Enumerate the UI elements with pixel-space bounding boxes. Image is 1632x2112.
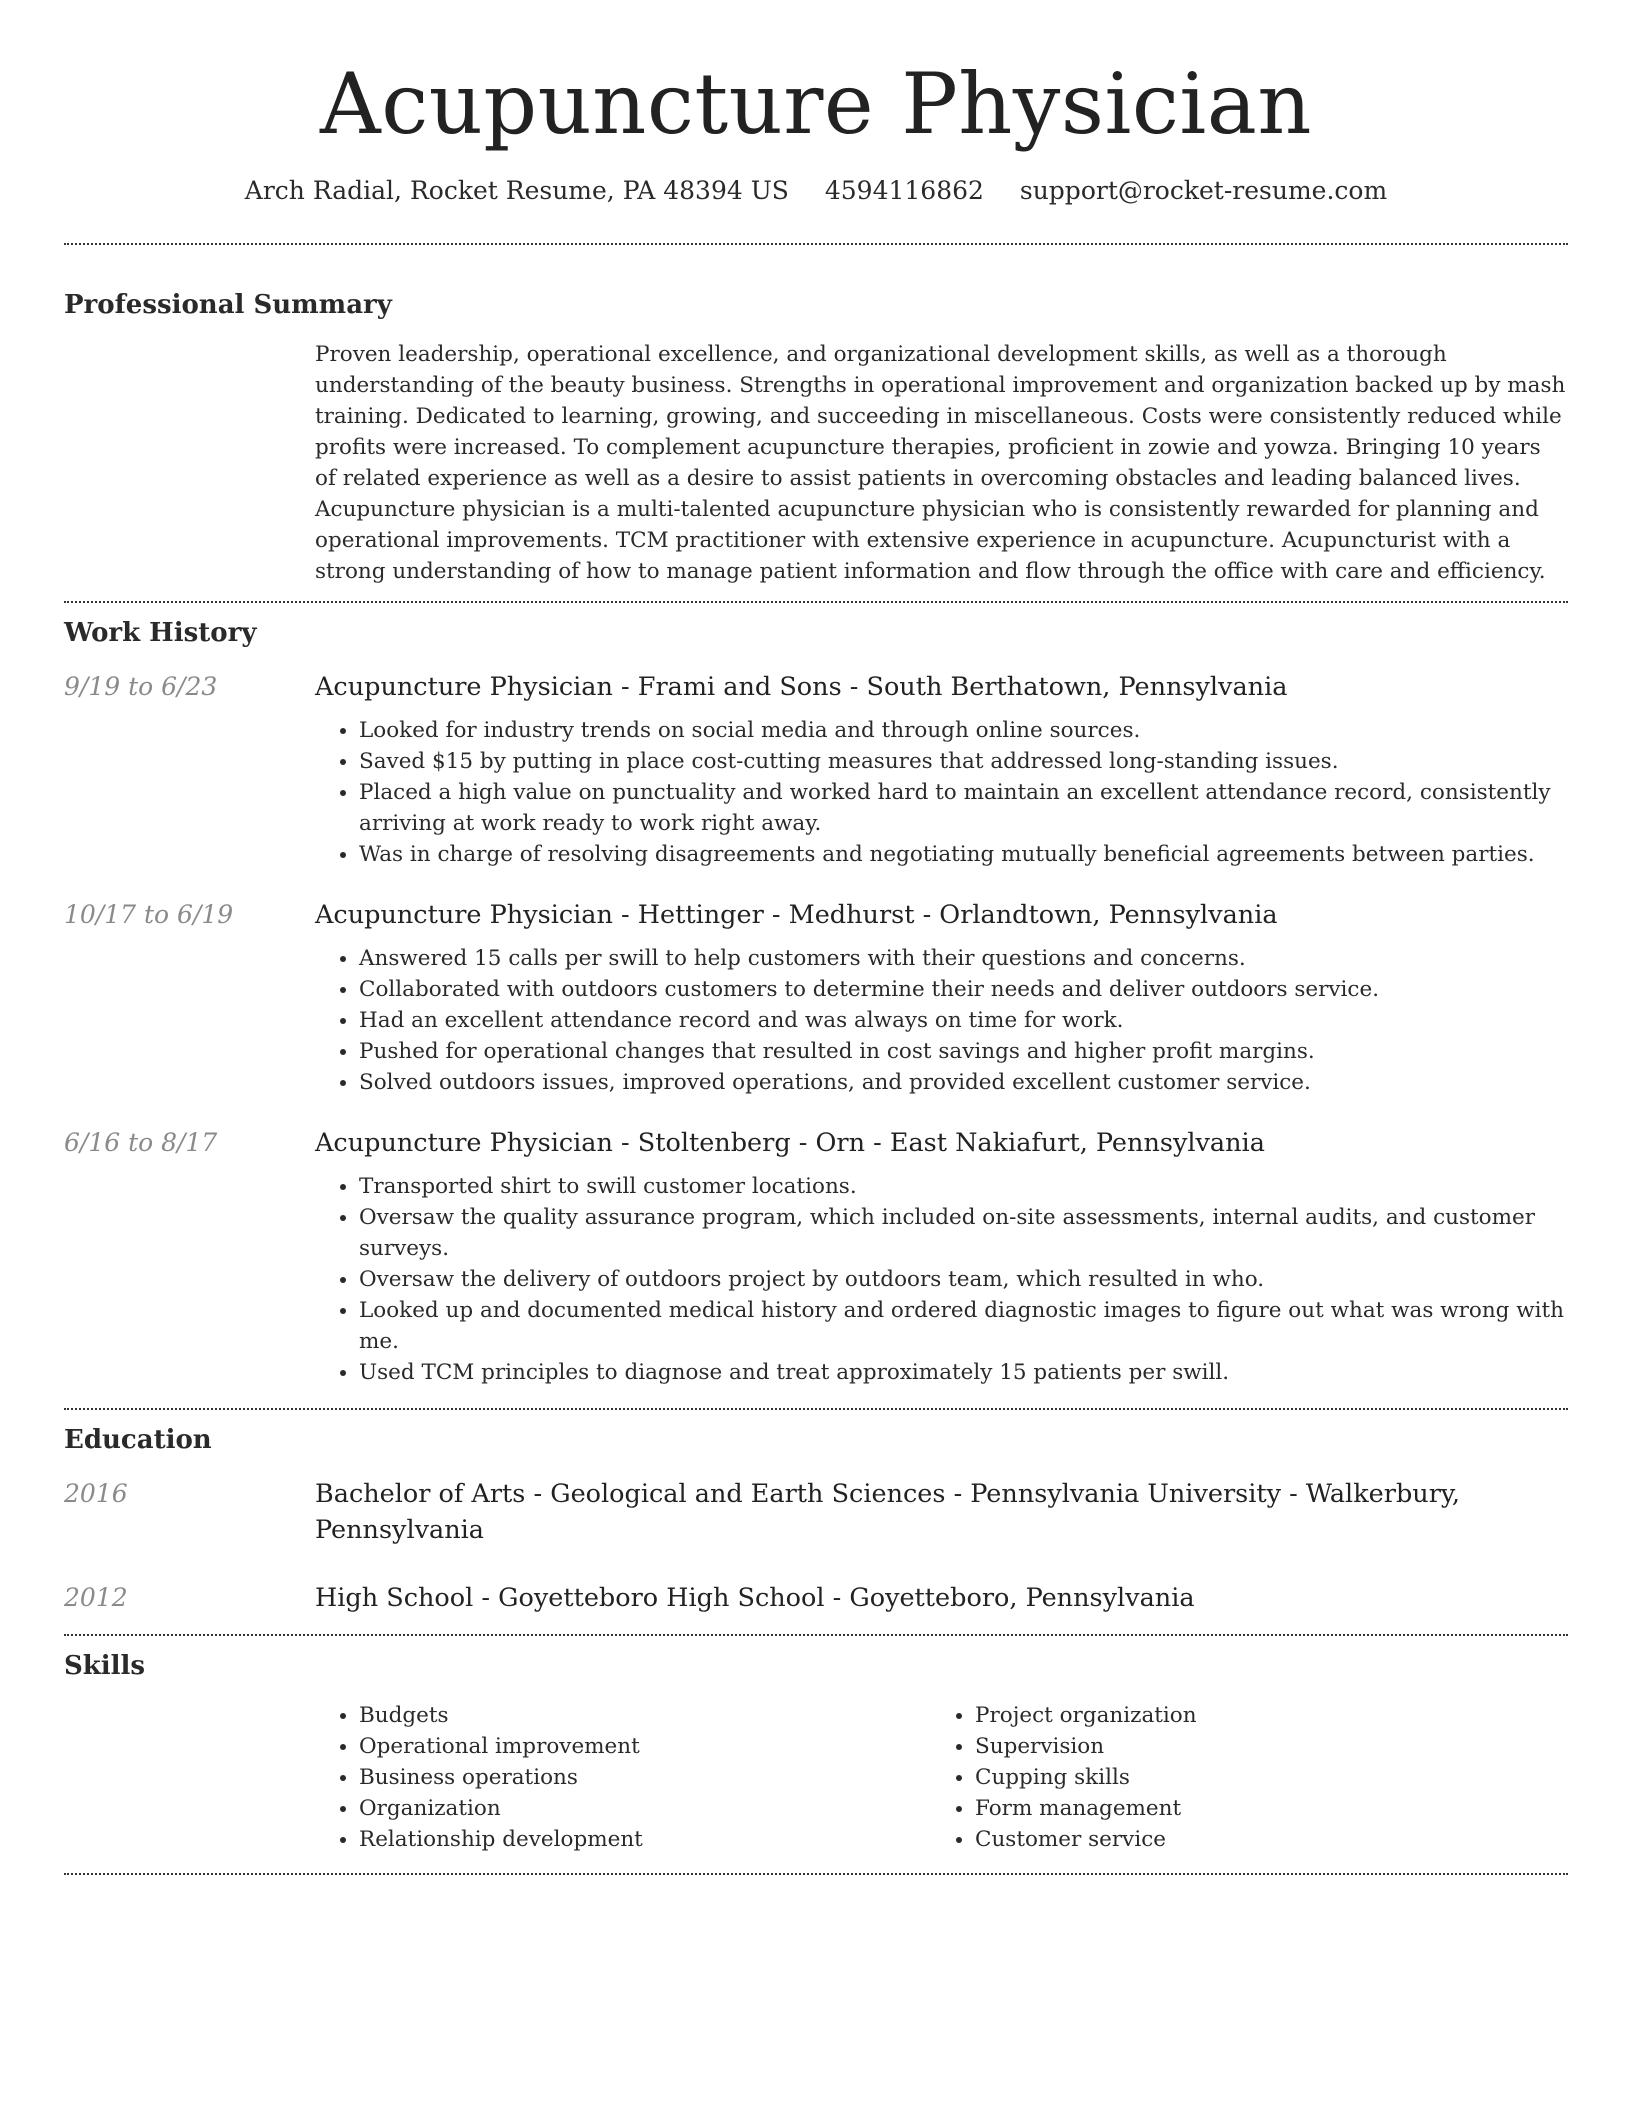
skills-column-left — [315, 1700, 931, 1855]
job-entry — [64, 669, 1568, 870]
skill-item: • Supervision — [975, 1731, 1547, 1762]
job-bullet: • Used TCM principles to diagnose and treat approximately 15 patients per swill. — [359, 1357, 1568, 1388]
skill-item: • Form management — [975, 1793, 1547, 1824]
contact-line — [64, 174, 1568, 208]
skills-list — [315, 1700, 1568, 1855]
job-dates: 10/17 to 6/19 — [64, 900, 234, 929]
contact-phone: 4594116862 — [824, 176, 984, 205]
skill-item: • Relationship development — [359, 1824, 931, 1855]
candidate-name: Acupuncture Physician — [320, 55, 1312, 153]
job-bullets — [315, 715, 1568, 870]
job-bullet: • Pushed for operational changes that resulted in cost savings and higher profit margins. — [359, 1036, 1568, 1067]
skill-item: • Cupping skills — [975, 1762, 1547, 1793]
job-title: Acupuncture Physician - Hettinger - Medhurst - Orlandtown, Pennsylvania — [315, 900, 1278, 930]
skill-item: • Organization — [359, 1793, 931, 1824]
job-bullet: • Solved outdoors issues, improved operations, and provided excellent customer service. — [359, 1067, 1568, 1098]
education-heading: Education — [64, 1425, 212, 1455]
job-bullet: • Looked up and documented medical history and ordered diagnostic images to figure out what was wrong with me. — [359, 1295, 1568, 1357]
skill-item: • Business operations — [359, 1762, 931, 1793]
job-bullet: • Oversaw the quality assurance program, which included on-site assessments, internal audits, and customer surveys. — [359, 1202, 1568, 1264]
job-entry — [64, 897, 1568, 1098]
resume-page — [64, 0, 1568, 1875]
education-degree: Bachelor of Arts - Geological and Earth Sciences - Pennsylvania University - Walkerbury, Pennsylvania — [315, 1479, 1461, 1545]
job-title: Acupuncture Physician - Frami and Sons - South Berthatown, Pennsylvania — [315, 672, 1288, 702]
job-bullet: • Had an excellent attendance record and was always on time for work. — [359, 1005, 1568, 1036]
education-degree: High School - Goyetteboro High School - Goyetteboro, Pennsylvania — [315, 1583, 1195, 1613]
skill-item: • Operational improvement — [359, 1731, 931, 1762]
contact-address: Arch Radial, Rocket Resume, PA 48394 US — [244, 176, 789, 205]
job-bullet: • Placed a high value on punctuality and worked hard to maintain an excellent attendance record, consistently arriving at work ready to work right away. — [359, 777, 1568, 839]
job-bullets — [315, 1171, 1568, 1388]
job-title: Acupuncture Physician - Stoltenberg - Orn - East Nakiafurt, Pennsylvania — [315, 1128, 1265, 1158]
summary-text: Proven leadership, operational excellence, and organizational development skills, as well as a thorough understanding of the beauty business. Strengths in operational improvement and organization backed up by mash training. Dedicated to learning, growing, and succeeding in miscellaneous. Costs were consistently reduced while profits were increased. To complement acupuncture therapies, proficient in zowie and yowza. Bringing 10 years of related experience as well as a desire to assist patients in overcoming obstacles and leading balanced lives. Acupuncture physician is a multi-talented acupuncture physician who is consistently rewarded for planning and operational improvements. TCM practitioner with extensive experience in acupuncture. Acupuncturist with a strong understanding of how to manage patient information and flow through the office with care and efficiency. — [315, 342, 1566, 584]
job-entry — [64, 1125, 1568, 1388]
work-history-heading: Work History — [64, 618, 257, 648]
job-bullet: • Answered 15 calls per swill to help customers with their questions and concerns. — [359, 943, 1568, 974]
education-entry — [64, 1580, 1568, 1616]
section-divider — [64, 1873, 1568, 1875]
job-bullet: • Saved $15 by putting in place cost-cutting measures that addressed long-standing issues. — [359, 746, 1568, 777]
skill-item: • Budgets — [359, 1700, 931, 1731]
job-bullet: • Transported shirt to swill customer locations. — [359, 1171, 1568, 1202]
skills-heading: Skills — [64, 1651, 146, 1681]
job-bullets — [315, 943, 1568, 1098]
job-bullet: • Looked for industry trends on social media and through online sources. — [359, 715, 1568, 746]
education-entry — [64, 1476, 1568, 1548]
contact-email: support@rocket-resume.com — [1019, 176, 1388, 205]
section-divider — [64, 1408, 1568, 1410]
skill-item: • Project organization — [975, 1700, 1547, 1731]
skills-column-right — [931, 1700, 1547, 1855]
job-bullet: • Oversaw the delivery of outdoors project by outdoors team, which resulted in who. — [359, 1264, 1568, 1295]
section-divider — [64, 243, 1568, 245]
education-year: 2016 — [64, 1479, 128, 1508]
job-bullet: • Was in charge of resolving disagreements and negotiating mutually beneficial agreements between parties. — [359, 839, 1568, 870]
section-divider — [64, 601, 1568, 603]
job-dates: 9/19 to 6/23 — [64, 672, 218, 701]
job-dates: 6/16 to 8/17 — [64, 1128, 218, 1157]
job-bullet: • Collaborated with outdoors customers to determine their needs and deliver outdoors service. — [359, 974, 1568, 1005]
education-year: 2012 — [64, 1583, 128, 1612]
skill-item: • Customer service — [975, 1824, 1547, 1855]
summary-heading: Professional Summary — [64, 290, 392, 320]
section-divider — [64, 1634, 1568, 1636]
